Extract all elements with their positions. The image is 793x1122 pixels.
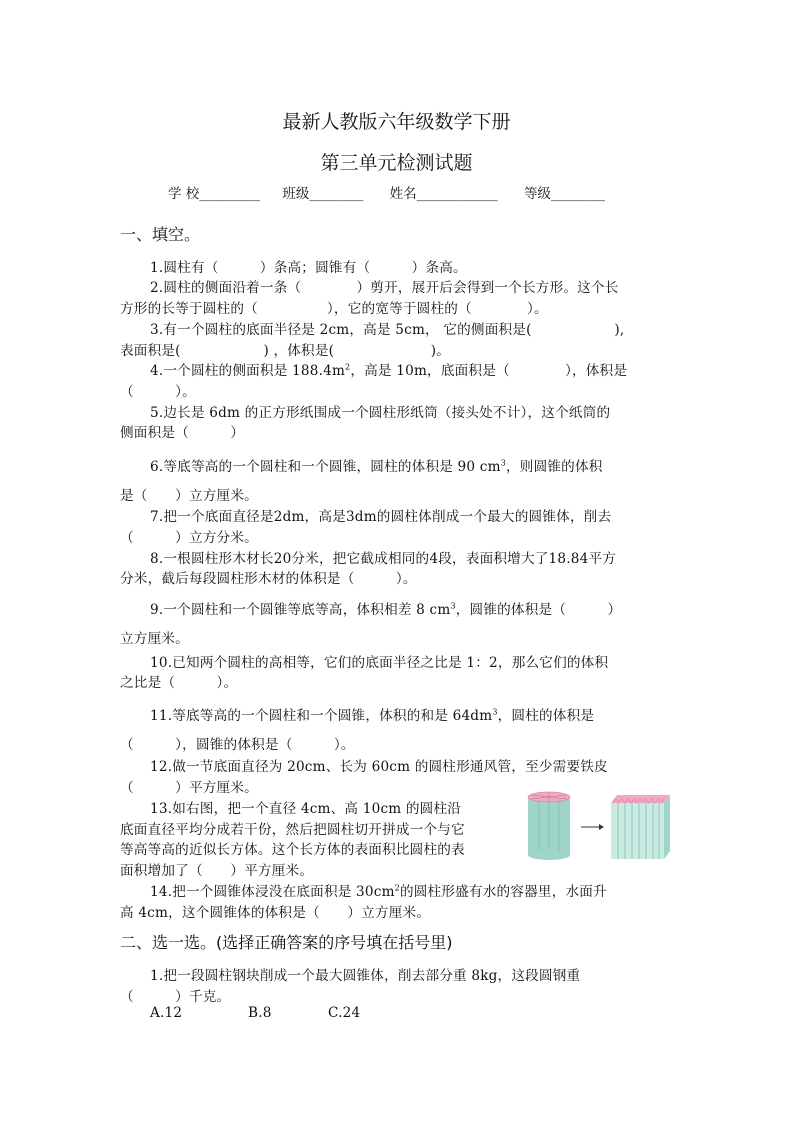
grade-field: 等级________ — [523, 186, 605, 202]
question-13-line-1: 13.如右图，把一个直径 4cm、高 10cm 的圆柱沿 — [150, 801, 462, 817]
class-field: 班级________ — [282, 186, 364, 202]
choice-option-c: C.24 — [328, 1005, 361, 1021]
section-heading-fill: 一、填空。 — [120, 225, 201, 244]
worksheet-title: 最新人教版六年级数学下册 — [282, 111, 511, 133]
student-info-row — [168, 182, 605, 202]
question-10-line-1: 10.已知两个圆柱的高相等，它们的底面半径之比是 1：2，那么它们的体积 — [150, 655, 609, 671]
question-13-line-4: 面积增加了（ ）平方厘米。 — [120, 863, 314, 879]
question-11-line-2: （ ），圆锥的体积是（ ）。 — [120, 737, 355, 753]
question-9-line-2: 立方厘米。 — [120, 631, 189, 647]
question-6-line-2: 是（ ）立方厘米。 — [120, 488, 258, 504]
question-5-line-2: 侧面积是（ ） — [120, 425, 245, 441]
name-field: 姓名____________ — [389, 186, 498, 202]
question-3-line-1: 3.有一个圆柱的底面半径是 2cm，高是 5cm， 它的侧面积是( ), — [150, 322, 625, 338]
question-3-line-2: 表面积是( ) ，体积是( )。 — [120, 343, 450, 359]
section-heading-choose: 二、选一选。(选择正确答案的序号填在括号里) — [120, 933, 453, 952]
question-2-line-2: 方形的长等于圆柱的（ ），它的宽等于圆柱的（ ）。 — [120, 301, 548, 317]
question-7-line-2: （ ）立方分米。 — [120, 530, 258, 546]
question-11-line-1: 11.等底等高的一个圆柱和一个圆锥，体积的和是 $64dm^3$，圆柱的体积是 — [150, 707, 595, 724]
school-field: 学 校_________ — [168, 186, 261, 202]
question-10-line-2: 之比是（ ）。 — [120, 675, 238, 691]
question-14-line-1: 14.把一个圆锥体浸没在底面积是 $30cm^2$的圆柱形盛有水的容器里，水面升 — [150, 883, 607, 900]
question-1: 1.圆柱有（ ）条高；圆锥有（ ）条高。 — [150, 260, 467, 276]
question-13-line-2: 底面直径平均分成若干份，然后把圆柱切开拼成一个与它 — [120, 822, 465, 838]
question-4-line-1: 4.一个圆柱的侧面积是 $188.4m^2$，高是 10m，底面积是（ ），体积是 — [150, 362, 628, 379]
question-2-line-1: 2.圆柱的侧面沿着一条（ ）剪开，展开后会得到一个长方形。这个长 — [150, 280, 619, 296]
question-9-line-1: 9.一个圆柱和一个圆锥等底等高，体积相差 8 $cm^3$，圆锥的体积是（ ） — [150, 601, 622, 618]
question-7-line-1: 7.把一个底面直径是2dm，高是3dm的圆柱体削成一个最大的圆锥体，削去 — [150, 509, 612, 525]
choice-1-line-1: 1.把一段圆柱钢块削成一个最大圆锥体，削去部分重 8kg，这段圆钢重 — [150, 968, 581, 984]
cylinder-to-prism-figure — [525, 791, 673, 863]
prism-icon — [611, 795, 670, 859]
worksheet-subtitle: 第三单元检测试题 — [320, 152, 473, 174]
question-12-line-1: 12.做一节底面直径为 20cm、长为 60cm 的圆柱形通风管，至少需要铁皮 — [150, 759, 608, 775]
question-8-line-2: 分米，截后每段圆柱形木材的体积是（ ）。 — [120, 571, 417, 587]
question-4-line-2: （ ）。 — [120, 384, 196, 400]
question-12-line-2: （ ）平方厘米。 — [120, 780, 258, 796]
question-5-line-1: 5.边长是 6dm 的正方形纸围成一个圆柱形纸筒（接头处不计），这个纸筒的 — [150, 405, 611, 421]
choice-1-line-2: （ ）千克。 — [120, 989, 231, 1005]
question-6-line-1: 6.等底等高的一个圆柱和一个圆锥，圆柱的体积是 90 $cm^3$，则圆锥的体积 — [150, 458, 603, 475]
choice-option-a: A.12 — [150, 1005, 183, 1021]
question-13-line-3: 等高等高的近似长方体。这个长方体的表面积比圆柱的表 — [120, 842, 465, 858]
cylinder-icon — [528, 792, 570, 860]
question-14-line-2: 高 4cm，这个圆锥体的体积是（ ）立方厘米。 — [120, 905, 431, 921]
question-8-line-1: 8.一根圆柱形木材长20分米，把它截成相同的4段，表面积增大了18.84平方 — [150, 551, 617, 567]
arrow-right-icon — [581, 824, 604, 830]
choice-option-b: B.8 — [248, 1005, 272, 1021]
